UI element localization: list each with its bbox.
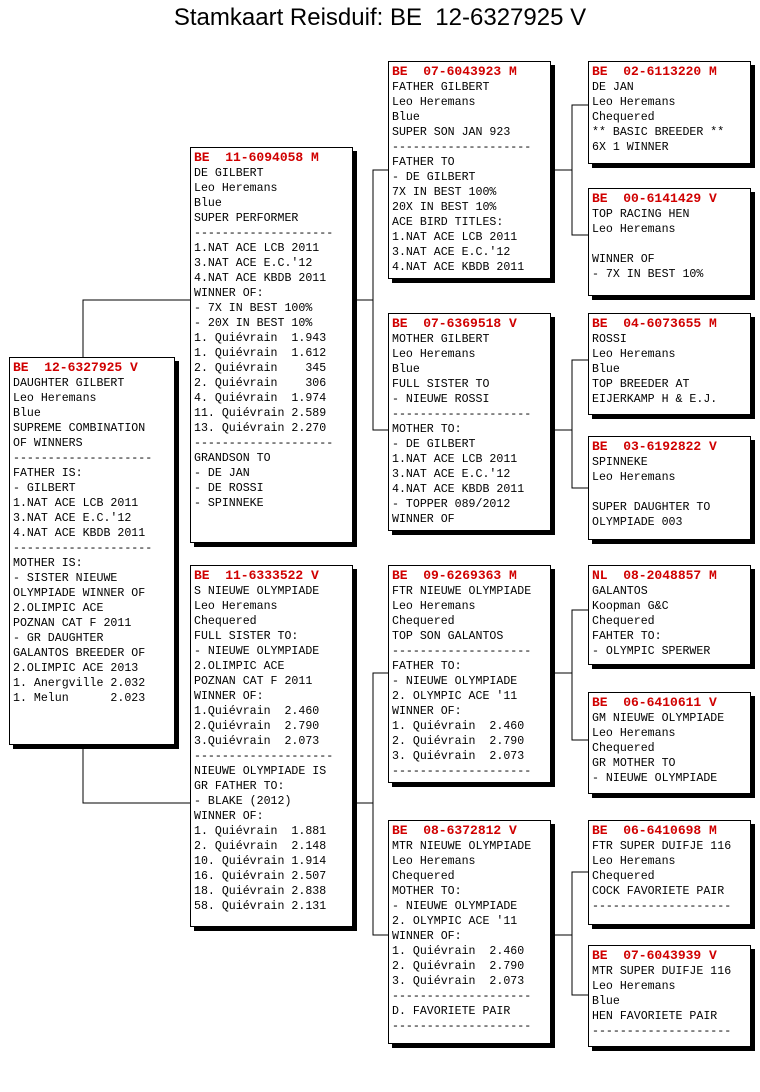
detail-line: Blue: [194, 197, 222, 210]
pigeon-card-father: [190, 147, 353, 543]
detail-line: Blue: [592, 995, 620, 1008]
detail-line: GALANTOS BREEDER OF: [13, 647, 146, 660]
pigeon-details: [392, 839, 547, 1034]
detail-line: - TOPPER 089/2012: [392, 498, 511, 511]
detail-line: OLYMPIADE 003: [592, 516, 683, 529]
detail-line: 58. Quiévrain 2.131: [194, 900, 327, 913]
detail-line: 2. OLYMPIC ACE '11: [392, 690, 518, 703]
pigeon-details: [392, 332, 547, 527]
connector-ff-fff: [551, 105, 588, 170]
detail-line: DE JAN: [592, 81, 634, 94]
detail-line: Leo Heremans: [392, 348, 476, 361]
pigeon-details: [392, 584, 547, 779]
pigeon-id: BE 07-6043923 M: [392, 64, 517, 79]
detail-line: GM NIEUWE OLYMPIADE: [592, 712, 725, 725]
detail-line: SUPER DAUGHTER TO: [592, 501, 711, 514]
detail-line: SUPREME COMBINATION: [13, 422, 146, 435]
detail-line: --------------------: [592, 900, 732, 913]
detail-line: - 7X IN BEST 100%: [194, 302, 313, 315]
detail-line: MOTHER TO:: [392, 885, 462, 898]
detail-line: - NIEUWE OLYMPIADE: [592, 772, 718, 785]
detail-line: --------------------: [392, 1020, 532, 1033]
detail-line: - NIEUWE OLYMPIADE: [392, 900, 518, 913]
detail-line: Blue: [392, 111, 420, 124]
detail-line: 11. Quiévrain 2.589: [194, 407, 327, 420]
detail-line: Blue: [13, 407, 41, 420]
detail-line: 4. Quiévrain 1.974: [194, 392, 327, 405]
detail-line: FATHER TO: [392, 156, 455, 169]
pigeon-card-mother: [190, 565, 353, 927]
detail-line: Leo Heremans: [592, 223, 676, 236]
detail-line: FULL SISTER TO:: [194, 630, 299, 643]
detail-line: NIEUWE OLYMPIADE IS: [194, 765, 327, 778]
detail-line: Chequered: [392, 615, 455, 628]
detail-line: GR MOTHER TO: [592, 757, 676, 770]
detail-line: 1.NAT ACE LCB 2011: [13, 497, 139, 510]
detail-line: FAHTER TO:: [592, 630, 662, 643]
detail-line: 1.NAT ACE LCB 2011: [194, 242, 320, 255]
pigeon-card-ffm: [588, 188, 751, 296]
detail-line: TOP RACING HEN: [592, 208, 690, 221]
pigeon-id: BE 02-6113220 M: [592, 64, 717, 79]
pigeon-card-mff: [588, 565, 751, 665]
detail-line: 2. Quiévrain 345: [194, 362, 327, 375]
detail-line: Koopman G&C: [592, 600, 669, 613]
detail-line: POZNAN CAT F 2011: [13, 617, 132, 630]
pigeon-details: [592, 455, 747, 530]
detail-line: 4.NAT ACE KBDB 2011: [13, 527, 146, 540]
detail-line: - 7X IN BEST 10%: [592, 268, 704, 281]
detail-line: Chequered: [592, 111, 655, 124]
detail-line: GR FATHER TO:: [194, 780, 285, 793]
detail-line: GALANTOS: [592, 585, 648, 598]
pigeon-details: [592, 711, 747, 786]
detail-line: - DE GILBERT: [392, 438, 476, 451]
detail-line: Leo Heremans: [194, 600, 278, 613]
detail-line: - GILBERT: [13, 482, 76, 495]
detail-line: - GR DAUGHTER: [13, 632, 104, 645]
detail-line: 1. Quiévrain 1.943: [194, 332, 327, 345]
detail-line: MTR NIEUWE OLYMPIADE: [392, 840, 532, 853]
detail-line: FULL SISTER TO: [392, 378, 490, 391]
detail-line: 7X IN BEST 100%: [392, 186, 497, 199]
pigeon-id: BE 11-6094058 M: [194, 150, 319, 165]
pigeon-details: [13, 376, 171, 706]
detail-line: FTR NIEUWE OLYMPIADE: [392, 585, 532, 598]
detail-line: EIJERKAMP H & E.J.: [592, 393, 718, 406]
detail-line: 1. Anergville 2.032: [13, 677, 146, 690]
connector-mm-mmm: [572, 935, 588, 995]
detail-line: WINNER OF:: [194, 810, 264, 823]
connector-mother-mm: [373, 803, 388, 935]
detail-line: POZNAN CAT F 2011: [194, 675, 313, 688]
detail-line: Leo Heremans: [392, 96, 476, 109]
detail-line: MOTHER IS:: [13, 557, 83, 570]
detail-line: Blue: [392, 363, 420, 376]
detail-line: [592, 237, 747, 252]
detail-line: Chequered: [592, 742, 655, 755]
connector-mf-mfm: [572, 673, 588, 740]
pigeon-details: [592, 964, 747, 1039]
pigeon-id: BE 07-6043939 V: [592, 948, 717, 963]
detail-line: Chequered: [194, 615, 257, 628]
detail-line: - DE JAN: [194, 467, 250, 480]
detail-line: COCK FAVORIETE PAIR: [592, 885, 725, 898]
detail-line: 2. Quiévrain 2.790: [392, 960, 525, 973]
pigeon-details: [194, 166, 349, 511]
connector-root-mother: [83, 745, 190, 803]
detail-line: SUPER SON JAN 923: [392, 126, 511, 139]
detail-line: --------------------: [194, 227, 334, 240]
detail-line: 3.NAT ACE E.C.'12: [392, 468, 511, 481]
detail-line: Leo Heremans: [194, 182, 278, 195]
pigeon-id: BE 11-6333522 V: [194, 568, 319, 583]
connector-fm-fmm: [572, 430, 588, 488]
detail-line: ** BASIC BREEDER **: [592, 126, 725, 139]
detail-line: 1.NAT ACE LCB 2011: [392, 453, 518, 466]
detail-line: 3.NAT ACE E.C.'12: [194, 257, 313, 270]
detail-line: Leo Heremans: [592, 727, 676, 740]
pigeon-card-fff: [588, 61, 751, 164]
detail-line: 2. Quiévrain 2.148: [194, 840, 327, 853]
pigeon-details: [592, 839, 747, 914]
pigeon-details: [592, 584, 747, 659]
pigeon-card-mmf: [588, 820, 751, 925]
detail-line: FTR SUPER DUIFJE 116: [592, 840, 732, 853]
detail-line: WINNER OF: [392, 513, 455, 526]
detail-line: S NIEUWE OLYMPIADE: [194, 585, 320, 598]
detail-line: MOTHER TO:: [392, 423, 462, 436]
detail-line: 3. Quiévrain 2.073: [392, 975, 525, 988]
pigeon-id: BE 04-6073655 M: [592, 316, 717, 331]
detail-line: Leo Heremans: [392, 855, 476, 868]
detail-line: 2. Quiévrain 2.790: [392, 735, 525, 748]
detail-line: 4.NAT ACE KBDB 2011: [392, 261, 525, 274]
detail-line: FATHER IS:: [13, 467, 83, 480]
detail-line: D. FAVORIETE PAIR: [392, 1005, 511, 1018]
pigeon-card-fmf: [588, 313, 751, 415]
detail-line: --------------------: [194, 437, 334, 450]
connector-fm-fmf: [551, 360, 588, 430]
connector-mother-mf: [353, 673, 388, 803]
detail-line: 16. Quiévrain 2.507: [194, 870, 327, 883]
detail-line: 2.OLIMPIC ACE: [194, 660, 285, 673]
detail-line: --------------------: [194, 750, 334, 763]
detail-line: 1. Melun 2.023: [13, 692, 146, 705]
detail-line: - OLYMPIC SPERWER: [592, 645, 711, 658]
detail-line: Leo Heremans: [592, 348, 676, 361]
detail-line: - NIEUWE OLYMPIADE: [392, 675, 518, 688]
detail-line: - NIEUWE OLYMPIADE: [194, 645, 320, 658]
detail-line: 20X IN BEST 10%: [392, 201, 497, 214]
pigeon-id: BE 09-6269363 M: [392, 568, 517, 583]
connector-father-fm: [373, 300, 388, 430]
detail-line: WINNER OF:: [194, 287, 264, 300]
pigeon-id: BE 06-6410611 V: [592, 695, 717, 710]
detail-line: 2.Quiévrain 2.790: [194, 720, 320, 733]
detail-line: --------------------: [13, 542, 153, 555]
pigeon-card-fmm: [588, 436, 751, 540]
connector-father-ff: [353, 170, 388, 300]
detail-line: 3.NAT ACE E.C.'12: [392, 246, 511, 259]
detail-line: - NIEUWE ROSSI: [392, 393, 490, 406]
detail-line: --------------------: [392, 408, 532, 421]
detail-line: 1. Quiévrain 2.460: [392, 720, 525, 733]
detail-line: HEN FAVORIETE PAIR: [592, 1010, 718, 1023]
connector-ff-ffm: [572, 170, 588, 235]
detail-line: 1. Quiévrain 1.612: [194, 347, 327, 360]
detail-line: Blue: [592, 363, 620, 376]
detail-line: TOP SON GALANTOS: [392, 630, 504, 643]
detail-line: --------------------: [392, 141, 532, 154]
detail-line: GRANDSON TO: [194, 452, 271, 465]
detail-line: Leo Heremans: [392, 600, 476, 613]
detail-line: 1.NAT ACE LCB 2011: [392, 231, 518, 244]
detail-line: --------------------: [592, 1025, 732, 1038]
detail-line: 2.OLIMPIC ACE: [13, 602, 104, 615]
pigeon-card-mmm: [588, 945, 751, 1047]
detail-line: Leo Heremans: [592, 471, 676, 484]
detail-line: - DE GILBERT: [392, 171, 476, 184]
pigeon-id: BE 03-6192822 V: [592, 439, 717, 454]
detail-line: 3.Quiévrain 2.073: [194, 735, 320, 748]
detail-line: --------------------: [392, 990, 532, 1003]
pigeon-details: [592, 80, 747, 155]
detail-line: 3. Quiévrain 2.073: [392, 750, 525, 763]
pigeon-details: [392, 80, 547, 275]
detail-line: OF WINNERS: [13, 437, 83, 450]
detail-line: DAUGHTER GILBERT: [13, 377, 125, 390]
detail-line: [592, 485, 747, 500]
detail-line: WINNER OF:: [392, 705, 462, 718]
detail-line: 2.OLIMPIC ACE 2013: [13, 662, 139, 675]
pigeon-card-mfm: [588, 692, 751, 794]
detail-line: 13. Quiévrain 2.270: [194, 422, 327, 435]
detail-line: - BLAKE (2012): [194, 795, 292, 808]
detail-line: 1. Quiévrain 2.460: [392, 945, 525, 958]
detail-line: Chequered: [592, 870, 655, 883]
detail-line: MTR SUPER DUIFJE 116: [592, 965, 732, 978]
detail-line: 10. Quiévrain 1.914: [194, 855, 327, 868]
detail-line: WINNER OF: [592, 253, 655, 266]
pigeon-id: NL 08-2048857 M: [592, 568, 717, 583]
detail-line: - SISTER NIEUWE: [13, 572, 118, 585]
pigeon-card-mm: [388, 820, 551, 1044]
detail-line: 2. Quiévrain 306: [194, 377, 327, 390]
detail-line: WINNER OF:: [392, 930, 462, 943]
detail-line: Leo Heremans: [592, 855, 676, 868]
pigeon-details: [592, 207, 747, 282]
pigeon-details: [194, 584, 349, 914]
detail-line: 2. OLYMPIC ACE '11: [392, 915, 518, 928]
detail-line: --------------------: [13, 452, 153, 465]
pigeon-card-root: [9, 357, 175, 745]
detail-line: Leo Heremans: [592, 980, 676, 993]
connector-mf-mff: [551, 610, 588, 673]
detail-line: SPINNEKE: [592, 456, 648, 469]
detail-line: ROSSI: [592, 333, 627, 346]
detail-line: --------------------: [392, 645, 532, 658]
detail-line: MOTHER GILBERT: [392, 333, 490, 346]
detail-line: - SPINNEKE: [194, 497, 264, 510]
pigeon-card-mf: [388, 565, 551, 783]
connector-mm-mmf: [551, 872, 588, 935]
detail-line: Chequered: [592, 615, 655, 628]
detail-line: Chequered: [392, 870, 455, 883]
detail-line: 1.Quiévrain 2.460: [194, 705, 320, 718]
detail-line: SUPER PERFORMER: [194, 212, 299, 225]
detail-line: 4.NAT ACE KBDB 2011: [194, 272, 327, 285]
pigeon-id: BE 00-6141429 V: [592, 191, 717, 206]
detail-line: - DE ROSSI: [194, 482, 264, 495]
detail-line: FATHER TO:: [392, 660, 462, 673]
detail-line: 1. Quiévrain 1.881: [194, 825, 327, 838]
detail-line: Leo Heremans: [592, 96, 676, 109]
detail-line: OLYMPIADE WINNER OF: [13, 587, 146, 600]
detail-line: 18. Quiévrain 2.838: [194, 885, 327, 898]
detail-line: --------------------: [392, 765, 532, 778]
pigeon-card-ff: [388, 61, 551, 279]
detail-line: DE GILBERT: [194, 167, 264, 180]
detail-line: 6X 1 WINNER: [592, 141, 669, 154]
detail-line: FATHER GILBERT: [392, 81, 490, 94]
pigeon-details: [592, 332, 747, 407]
detail-line: - 20X IN BEST 10%: [194, 317, 313, 330]
pigeon-id: BE 07-6369518 V: [392, 316, 517, 331]
page-title: Stamkaart Reisduif: BE 12-6327925 V: [173, 4, 587, 31]
pigeon-card-fm: [388, 313, 551, 531]
pigeon-id: BE 06-6410698 M: [592, 823, 717, 838]
detail-line: TOP BREEDER AT: [592, 378, 690, 391]
pigeon-id: BE 12-6327925 V: [13, 360, 138, 375]
detail-line: Leo Heremans: [13, 392, 97, 405]
detail-line: 4.NAT ACE KBDB 2011: [392, 483, 525, 496]
detail-line: 3.NAT ACE E.C.'12: [13, 512, 132, 525]
connector-root-father: [83, 300, 190, 357]
pigeon-id: BE 08-6372812 V: [392, 823, 517, 838]
detail-line: ACE BIRD TITLES:: [392, 216, 504, 229]
detail-line: WINNER OF:: [194, 690, 264, 703]
